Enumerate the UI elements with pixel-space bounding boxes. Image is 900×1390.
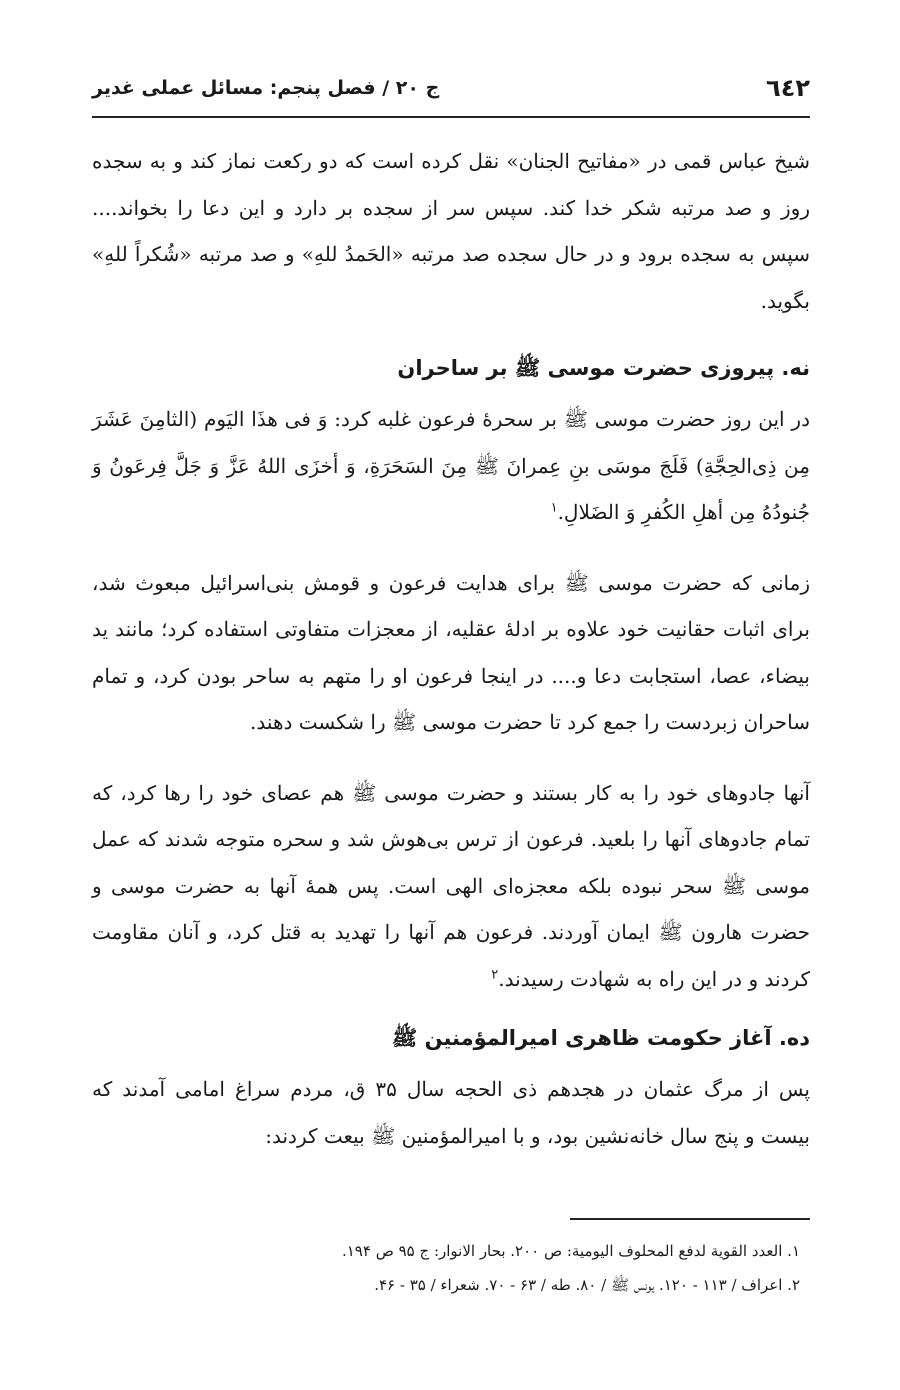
footnotes <box>92 1234 810 1302</box>
book-page <box>92 0 810 1390</box>
paragraph-moses-victory <box>92 396 810 536</box>
paragraph-magicians-text: آنها جادوهای خود را به کار بستند و حضرت موسی ﷺ هم عصای خود را رها کرد، که تمام جادوهای آنها را بلعید. فرعون از ترس بی‌هوش شد و سحره متوجه شدند که عمل موسی ﷺ سحر نبوده بلکه معجزه‌ای الهی است. پس همهٔ آنها به حضرت موسی و حضرت هارون ﷺ ایمان آوردند. فرعون هم آنها را تهدید به قتل کرد، و آنان مقاومت کردند و در این راه به شهادت رسیدند. <box>92 780 811 991</box>
paragraph-moses-miracles: زمانی که حضرت موسی ﷺ برای هدایت فرعون و قومش بنی‌اسرائیل مبعوث شد، برای اثبات حقانیت خود علاوه بر ادلهٔ عقلیه، از معجزات متفاوتی استفاده کرد؛ مانند ید بیضاء، عصا، استجابت دعا و.... در اینجا فرعون او را متهم به ساحر بودن کرد، و تمام ساحران زبردست را جمع کرد تا حضرت موسی ﷺ را شکست دهند. <box>92 570 810 734</box>
page-header <box>92 68 810 108</box>
running-title: ج ۲۰ / فصل پنجم: مسائل عملی غدیر <box>92 77 440 99</box>
footnote-1: ۱. العدد القویة لدفع المحلوف الیومیة: ص ۲۰۰. بحار الانوار: ج ۹۵ ص ۱۹۴. <box>341 1242 800 1260</box>
section-heading-nine: نه. پیروزی حضرت موسی ﷺ بر ساحران <box>397 356 810 380</box>
paragraph-intro: شیخ عباس قمی در «مفاتیح الجنان» نقل کرده است که دو رکعت نماز کند و به سجده روز و صد مرتبه شکر خدا کند. سپس سر از سجده بر دارد و این دعا را بخواند.... سپس به سجده برود و در حال سجده صد مرتبه «الحَمدُ للهِ» و صد مرتبه «شُکراً للهِ» بگوید. <box>92 149 810 313</box>
paragraph-caliphate: پس از مرگ عثمان در هجدهم ذی الحجه سال ۳۵ ق، مردم سراغ امامی آمدند که بیست و پنج سال خانه‌نشین بود، و با امیرالمؤمنین ﷺ بیعت کردند: <box>92 1077 810 1148</box>
main-text <box>92 138 810 1183</box>
page-number: ٦٤٢ <box>766 74 810 102</box>
footnote-ref-2[interactable]: ۲ <box>491 966 499 982</box>
footnote-ref-1[interactable]: ۱ <box>550 500 558 516</box>
paragraph-magicians <box>92 770 810 1003</box>
footnote-divider <box>570 1218 810 1220</box>
paragraph-moses-victory-text: در این روز حضرت موسی ﷺ بر سحرهٔ فرعون غلبه کرد: وَ فی هذَا الیَوم (الثامِنَ عَشَرَ مِن ذِی‌الحِجَّةِ) فَلَجَ موسَی بنِ عِمرانَ ﷺ مِنَ السَحَرَةِ، وَ أخزَی اللهُ عَزَّ وَ جَلَّ فِرعَونُ وَ جُنودُهُ مِن أهلِ الکُفرِ وَ الضَلالِ. <box>92 407 810 524</box>
header-divider <box>92 116 810 118</box>
footnote-2: ۲. اعراف / ۱۱۳ - ۱۲۰. یونس ﷺ / ۸۰. طه / ۶۳ - ۷۰. شعراء / ۳۵ - ۴۶. <box>374 1276 800 1294</box>
section-heading-ten: ده. آغاز حکومت ظاهری امیرالمؤمنین ﷺ <box>391 1026 810 1050</box>
